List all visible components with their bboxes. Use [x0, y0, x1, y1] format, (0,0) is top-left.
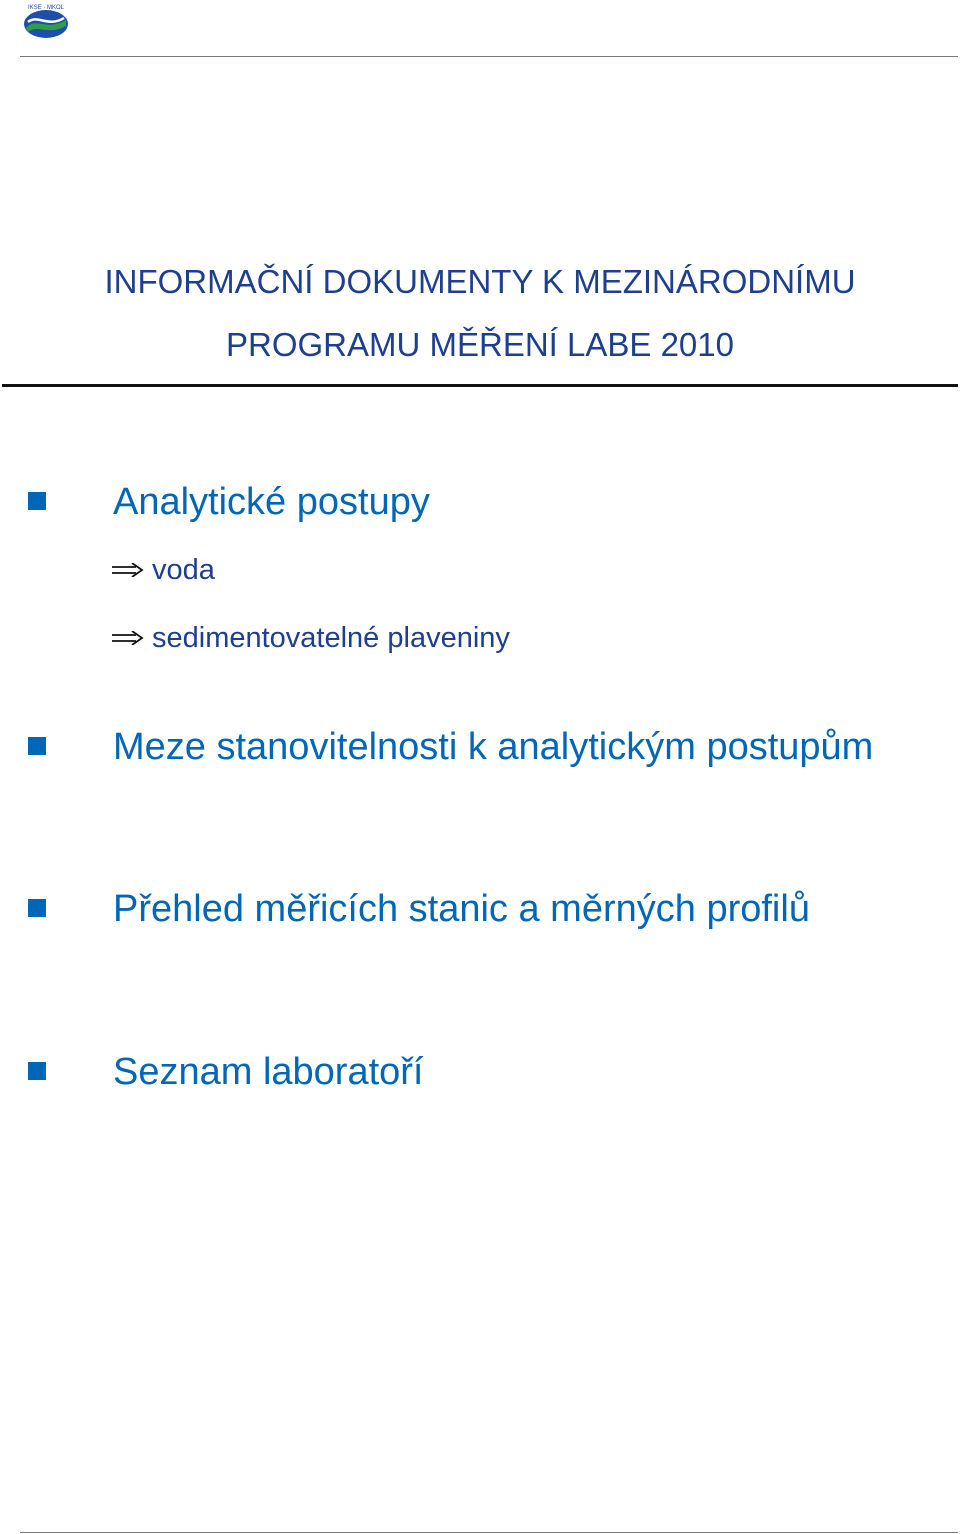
- document-title-line-1: INFORMAČNÍ DOKUMENTY K MEZINÁRODNÍMU: [104, 263, 856, 300]
- svg-text:IKSE · MKOL: IKSE · MKOL: [27, 5, 65, 11]
- title-divider: [2, 384, 958, 387]
- section-heading-measuring-stations: Přehled měřicích stanic a měrných profilů: [113, 888, 810, 930]
- document-title-line-2: PROGRAMU MĚŘENÍ LABE 2010: [226, 326, 734, 363]
- double-arrow-icon: [112, 563, 144, 577]
- square-bullet-icon: [28, 1062, 46, 1080]
- square-bullet-icon: [28, 899, 46, 917]
- section-heading-analytical-procedures: Analytické postupy: [113, 481, 430, 523]
- section-heading-quantification-limits: Meze stanovitelnosti k analytickým postupům: [113, 726, 874, 768]
- subitem-water: [112, 553, 215, 587]
- subitem-label: voda: [152, 554, 215, 586]
- subitem-label: sedimentovatelné plaveniny: [152, 622, 510, 654]
- double-arrow-icon: [112, 631, 144, 645]
- square-bullet-icon: [28, 492, 46, 510]
- subitem-settleable-solids: [112, 621, 510, 655]
- footer-divider: [20, 1532, 958, 1533]
- iksr-mkol-logo-icon: [22, 2, 70, 40]
- header-divider: [20, 56, 958, 57]
- square-bullet-icon: [28, 737, 46, 755]
- section-heading-laboratories: Seznam laboratoří: [113, 1051, 424, 1093]
